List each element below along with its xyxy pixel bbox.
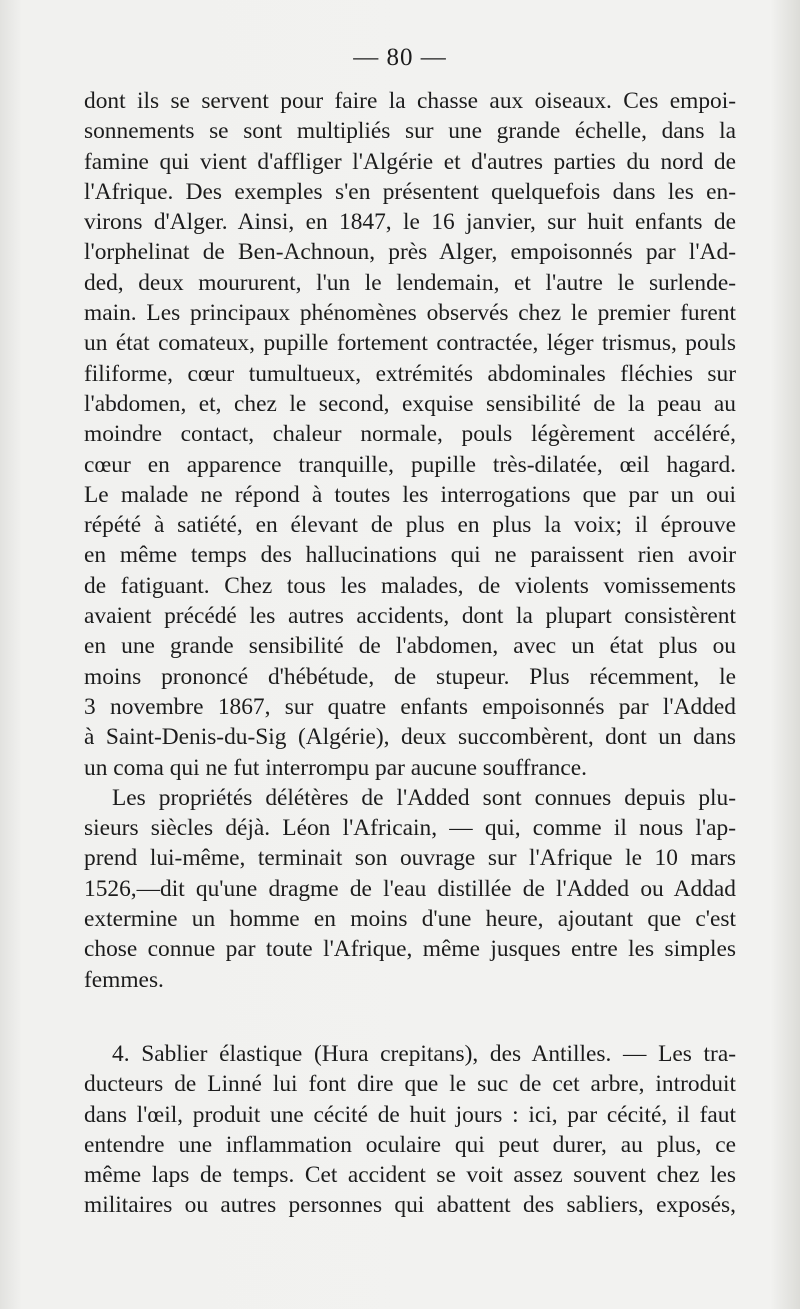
text-line: même laps de temps. Cet accident se voit assez souvent chez les bbox=[84, 1162, 736, 1189]
page-number: — 80 — bbox=[353, 44, 447, 71]
text-line: chose connue par toute l'Afrique, même jusques entre les simples bbox=[84, 936, 736, 963]
body-text bbox=[84, 86, 736, 1221]
text-line: 3 novembre 1867, sur quatre enfants empoisonnés par l'Added bbox=[84, 693, 736, 720]
paragraph-2 bbox=[84, 783, 736, 995]
text-line: ded, deux moururent, l'un le lendemain, et l'autre le surlende- bbox=[84, 269, 736, 296]
text-line: cœur en apparence tranquille, pupille très-dilatée, œil hagard. bbox=[84, 451, 736, 478]
text-line: Le malade ne répond à toutes les interrogations que par un oui bbox=[84, 481, 736, 508]
text-line: virons d'Alger. Ainsi, en 1847, le 16 janvier, sur huit enfants de bbox=[84, 209, 736, 236]
text-line: filiforme, cœur tumultueux, extrémités abdominales fléchies sur bbox=[84, 360, 736, 387]
text-line: moins prononcé d'hébétude, de stupeur. Plus récemment, le bbox=[84, 663, 736, 690]
text-line: dans l'œil, produit une cécité de huit jours : ici, par cécité, il faut bbox=[84, 1101, 736, 1128]
text-line: militaires ou autres personnes qui abattent des sabliers, exposés, bbox=[84, 1192, 736, 1219]
paragraph-1 bbox=[84, 86, 736, 783]
text-line: femmes. bbox=[84, 966, 164, 993]
text-line: extermine un homme en moins d'une heure, ajoutant que c'est bbox=[84, 906, 736, 933]
text-line: avaient précédé les autres accidents, dont la plupart consistèrent bbox=[84, 603, 736, 630]
text-line: l'orphelinat de Ben-Achnoun, près Alger, empoisonnés par l'Ad- bbox=[84, 239, 736, 266]
text-line: un coma qui ne fut interrompu par aucune souffrance. bbox=[84, 754, 587, 781]
text-line: répété à satiété, en élevant de plus en plus la voix; il éprouve bbox=[84, 512, 736, 539]
text-line: sonnements se sont multipliés sur une grande échelle, dans la bbox=[84, 118, 736, 145]
text-line: moindre contact, chaleur normale, pouls légèrement accéléré, bbox=[84, 421, 736, 448]
text-line: en une grande sensibilité de l'abdomen, avec un état plus ou bbox=[84, 633, 736, 660]
text-line: prend lui-même, terminait son ouvrage sur l'Afrique le 10 mars bbox=[84, 845, 736, 872]
text-line: Les propriétés délétères de l'Added sont connues depuis plu- bbox=[112, 784, 736, 811]
text-line: un état comateux, pupille fortement contractée, léger trismus, pouls bbox=[84, 330, 736, 357]
text-line: dont ils se servent pour faire la chasse aux oiseaux. Ces empoi- bbox=[84, 88, 736, 114]
text-line: l'abdomen, et, chez le second, exquise sensibilité de la peau au bbox=[84, 390, 736, 417]
section-gap bbox=[84, 995, 736, 1039]
text-line: sieurs siècles déjà. Léon l'Africain, — qui, comme il nous l'ap- bbox=[84, 815, 736, 842]
text-line: en même temps des hallucinations qui ne paraissent rien avoir bbox=[84, 542, 736, 569]
text-line: entendre une inflammation oculaire qui peut durer, au plus, ce bbox=[84, 1131, 736, 1158]
text-line: de fatiguant. Chez tous les malades, de violents vomissements bbox=[84, 572, 736, 599]
paragraph-3 bbox=[84, 1039, 736, 1221]
text-line: 1526,—dit qu'une dragme de l'eau distillée de l'Added ou Addad bbox=[84, 875, 736, 902]
text-line: famine qui vient d'affliger l'Algérie et d'autres parties du nord de bbox=[84, 148, 736, 175]
text-line: l'Afrique. Des exemples s'en présentent quelquefois dans les en- bbox=[84, 178, 736, 205]
text-line: main. Les principaux phénomènes observés chez le premier furent bbox=[84, 300, 736, 327]
text-line: 4. Sablier élastique (Hura crepitans), des Antilles. — Les tra- bbox=[112, 1040, 736, 1067]
text-line: ducteurs de Linné lui font dire que le suc de cet arbre, introduit bbox=[84, 1071, 736, 1098]
text-line: à Saint-Denis-du-Sig (Algérie), deux succombèrent, dont un dans bbox=[84, 724, 736, 751]
